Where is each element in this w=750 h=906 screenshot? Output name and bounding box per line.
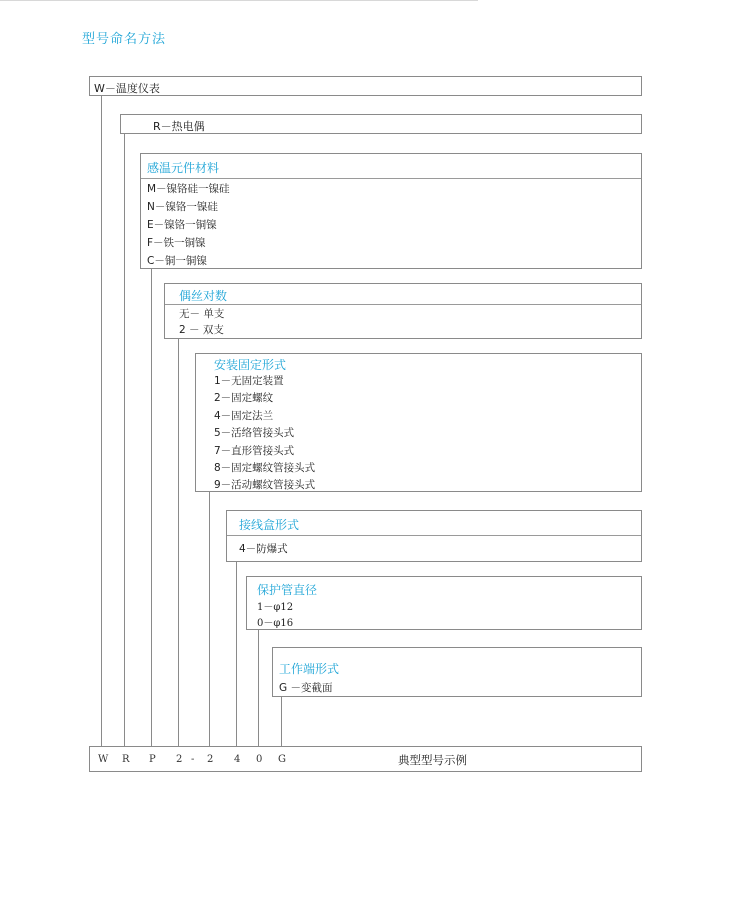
work-end-title: 工作端形式 [279,662,340,676]
r-box-label: R－热电偶 [153,120,205,133]
mounting-item: 5－活络管接头式 [214,427,295,439]
example-code: R [122,754,130,765]
material-item: E－镍铬一铜镍 [147,219,217,231]
work-end-box [272,647,642,697]
connector-line-g [281,696,282,746]
w-box [89,76,642,96]
connector-line-2b [209,491,210,746]
material-item: F－铁一铜镍 [147,237,206,249]
wire-count-item: 2 － 双支 [179,324,224,336]
material-box [140,153,642,269]
tube-diameter-title: 保护管直径 [257,583,318,597]
connector-line-r [124,133,125,746]
example-code: 0 [256,754,263,765]
mounting-item: 4－固定法兰 [214,410,274,422]
r-box [120,114,642,134]
example-code: - [191,754,195,765]
mounting-box [195,353,642,492]
mounting-title: 安装固定形式 [214,358,287,372]
material-item: C－铜一铜镍 [147,255,207,267]
mounting-item: 7－直形管接头式 [214,445,295,457]
mounting-item: 2－固定螺纹 [214,392,274,404]
wire-count-title: 偶丝对数 [179,289,228,303]
example-code: P [149,754,156,765]
tube-diameter-box [246,576,642,630]
junction-box-title: 接线盒形式 [239,518,300,532]
w-box-label: W－温度仪表 [94,82,160,95]
tube-diameter-item: 1－φ12 [257,602,294,613]
material-item: M－镍铬硅一镍硅 [147,183,230,195]
wire-count-item: 无－ 单支 [179,308,225,320]
mounting-item: 9－活动螺纹管接头式 [214,479,316,491]
mounting-item: 1－无固定装置 [214,375,284,387]
connector-line-4 [236,561,237,746]
connector-line-0 [258,629,259,746]
junction-box-box [226,510,642,562]
top-rule [0,0,478,1]
connector-line-2a [178,338,179,746]
junction-box-item: 4－防爆式 [239,543,288,555]
example-code: 2 [176,754,183,765]
example-code: 2 [207,754,214,765]
connector-line-p [151,268,152,746]
connector-line-w [101,95,102,746]
tube-diameter-item: 0－φ16 [257,618,294,629]
example-code: 4 [234,754,241,765]
page-title: 型号命名方法 [82,32,167,47]
material-title: 感温元件材料 [147,161,220,175]
example-label: 典型型号示例 [398,753,467,767]
material-item: N－镍铬一镍硅 [147,201,218,213]
example-code: W [98,754,109,765]
wire-count-separator [165,304,641,305]
junction-box-separator [227,535,641,536]
material-separator [141,178,641,179]
wire-count-box [164,283,642,339]
mounting-item: 8－固定螺纹管接头式 [214,462,316,474]
example-code: G [278,754,286,765]
work-end-item: G －变截面 [279,682,333,694]
example-box [89,746,642,772]
